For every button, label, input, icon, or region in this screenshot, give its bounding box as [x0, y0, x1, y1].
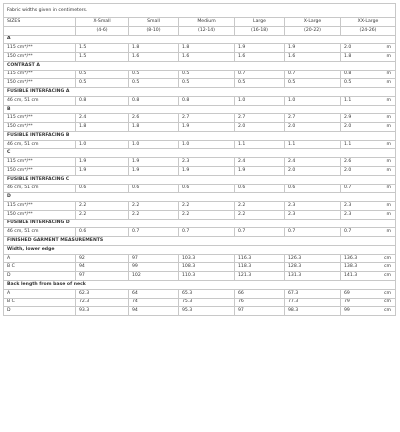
section-label: A [4, 35, 396, 44]
section-row [4, 61, 396, 70]
table-row [4, 123, 396, 132]
value-cell: 1.1 [285, 140, 341, 149]
yardage-table [3, 3, 396, 316]
value-cell: 0.7 [344, 185, 352, 191]
value-unit-cell [341, 167, 396, 176]
value-cell: 0.6 [76, 184, 129, 193]
value-cell: 74 [129, 298, 179, 307]
value-cell: 2.3 [179, 158, 235, 167]
section-label: FUSIBLE INTERFACING A [4, 88, 396, 97]
value-cell: 1.0 [76, 140, 129, 149]
section-row [4, 35, 396, 44]
value-cell: 1.9 [76, 158, 129, 167]
row-label: 150 cm*/** [4, 210, 76, 219]
value-cell: 99 [129, 263, 179, 272]
table-row [4, 96, 396, 105]
section-row [4, 149, 396, 158]
value-cell: 0.5 [285, 79, 341, 88]
size-xxlarge: XX-Large [341, 18, 396, 27]
value-cell: 2.4 [235, 158, 285, 167]
value-cell: 0.7 [129, 228, 179, 237]
value-cell: 76 [235, 298, 285, 307]
value-cell: 72.3 [76, 298, 129, 307]
row-label: 46 cm, 51 cm [4, 184, 76, 193]
range-small: (8-10) [129, 26, 179, 35]
value-cell: 2.7 [179, 114, 235, 123]
unit-label: cm [383, 264, 391, 270]
value-unit-cell [341, 272, 396, 281]
value-cell: 2.6 [129, 114, 179, 123]
row-label: 46 cm, 51 cm [4, 96, 76, 105]
unit-label: cm [383, 299, 391, 305]
value-cell: 62.3 [76, 289, 129, 298]
value-cell: 1.9 [129, 167, 179, 176]
value-cell: 67.3 [285, 289, 341, 298]
row-label: D [4, 272, 76, 281]
value-cell: 116.3 [235, 254, 285, 263]
section-label: Back length from base of neck [4, 280, 396, 289]
section-row [4, 245, 396, 254]
value-cell: 0.6 [76, 228, 129, 237]
value-unit-cell [341, 44, 396, 53]
size-chart [3, 3, 395, 316]
value-cell: 0.7 [235, 70, 285, 79]
value-cell: 0.5 [179, 70, 235, 79]
value-cell: 108.3 [179, 263, 235, 272]
value-cell: 2.0 [344, 45, 352, 51]
size-small: Small [129, 18, 179, 27]
unit-label: m [386, 202, 391, 208]
value-cell: 0.8 [129, 96, 179, 105]
value-cell: 2.0 [285, 123, 341, 132]
value-cell: 0.5 [129, 70, 179, 79]
table-row [4, 263, 396, 272]
value-cell: 118.3 [235, 263, 285, 272]
value-cell: 0.7 [285, 228, 341, 237]
table-row [4, 44, 396, 53]
value-cell: 94 [76, 263, 129, 272]
value-cell: 121.3 [235, 272, 285, 281]
unit-label: m [386, 159, 391, 165]
value-unit-cell [341, 123, 396, 132]
value-cell: 126.3 [285, 254, 341, 263]
value-cell: 97 [76, 272, 129, 281]
value-cell: 1.0 [235, 96, 285, 105]
row-label: A [4, 289, 76, 298]
section-row [4, 219, 396, 228]
value-cell: 0.7 [179, 228, 235, 237]
section-label: Width, lower edge [4, 245, 396, 254]
value-cell: 2.2 [129, 210, 179, 219]
caption-row [4, 4, 396, 18]
section-label: FINISHED GARMENT MEASUREMENTS [4, 237, 396, 246]
section-row [4, 237, 396, 246]
value-cell: 2.2 [235, 210, 285, 219]
value-cell: 1.0 [285, 96, 341, 105]
value-cell: 92 [76, 254, 129, 263]
value-cell: 1.8 [179, 44, 235, 53]
value-cell: 138.3 [344, 264, 358, 270]
row-label: A [4, 254, 76, 263]
section-row [4, 88, 396, 97]
value-cell: 0.6 [235, 184, 285, 193]
value-cell: 2.2 [179, 202, 235, 211]
value-unit-cell [341, 96, 396, 105]
section-label: C [4, 149, 396, 158]
value-cell: 1.0 [129, 140, 179, 149]
unit-label: m [386, 124, 391, 130]
header-row [4, 18, 396, 27]
unit-label: m [386, 229, 391, 235]
value-unit-cell [341, 307, 396, 316]
range-xlarge: (20-22) [285, 26, 341, 35]
table-row [4, 70, 396, 79]
value-cell: 98.3 [285, 307, 341, 316]
value-cell: 2.9 [344, 115, 352, 121]
range-xsmall: (4-6) [76, 26, 129, 35]
value-unit-cell [341, 202, 396, 211]
table-row [4, 79, 396, 88]
unit-label: m [386, 97, 391, 103]
value-cell: 1.5 [76, 53, 129, 62]
section-label: FUSIBLE INTERFACING C [4, 175, 396, 184]
value-cell: 1.1 [344, 97, 352, 103]
section-row [4, 280, 396, 289]
value-cell: 2.3 [344, 211, 352, 217]
section-row [4, 131, 396, 140]
value-cell: 2.4 [76, 114, 129, 123]
size-large: Large [235, 18, 285, 27]
value-cell: 141.3 [344, 273, 358, 279]
value-cell: 1.6 [235, 53, 285, 62]
value-unit-cell [341, 140, 396, 149]
value-cell: 2.7 [235, 114, 285, 123]
value-cell: 2.3 [285, 210, 341, 219]
value-cell: 97 [129, 254, 179, 263]
value-unit-cell [341, 114, 396, 123]
value-cell: 1.9 [235, 44, 285, 53]
value-cell: 110.3 [179, 272, 235, 281]
value-cell: 131.3 [285, 272, 341, 281]
value-cell: 1.8 [344, 53, 352, 59]
value-cell: 1.6 [179, 53, 235, 62]
table-row [4, 184, 396, 193]
unit-label: cm [383, 290, 391, 296]
row-label: 115 cm*/** [4, 114, 76, 123]
table-row [4, 53, 396, 62]
unit-label: m [386, 167, 391, 173]
value-cell: 2.0 [344, 124, 352, 130]
value-unit-cell [341, 289, 396, 298]
value-cell: 69 [344, 290, 350, 296]
table-row [4, 158, 396, 167]
table-row [4, 228, 396, 237]
value-unit-cell [341, 210, 396, 219]
section-label: FUSIBLE INTERFACING D [4, 219, 396, 228]
value-cell: 2.3 [344, 202, 352, 208]
value-cell: 0.7 [235, 228, 285, 237]
row-label: 150 cm*/** [4, 79, 76, 88]
value-cell: 2.3 [285, 202, 341, 211]
row-label: 150 cm*/** [4, 123, 76, 132]
value-cell: 0.8 [179, 96, 235, 105]
value-cell: 2.2 [179, 210, 235, 219]
range-large: (16-18) [235, 26, 285, 35]
unit-label: m [386, 211, 391, 217]
row-label: 115 cm*/** [4, 44, 76, 53]
size-range-blank [4, 26, 76, 35]
size-medium: Medium [179, 18, 235, 27]
value-unit-cell [341, 228, 396, 237]
unit-label: cm [383, 273, 391, 279]
unit-label: m [386, 71, 391, 77]
row-label: 46 cm, 51 cm [4, 228, 76, 237]
value-cell: 0.5 [129, 79, 179, 88]
row-label: B C [4, 263, 76, 272]
row-label: D [4, 307, 76, 316]
value-cell: 0.7 [285, 70, 341, 79]
value-cell: 103.3 [179, 254, 235, 263]
value-cell: 1.1 [344, 141, 352, 147]
value-unit-cell [341, 184, 396, 193]
value-cell: 2.2 [76, 202, 129, 211]
value-unit-cell [341, 298, 396, 307]
row-label: 150 cm*/** [4, 167, 76, 176]
unit-label: m [386, 53, 391, 59]
value-cell: 1.9 [129, 158, 179, 167]
value-cell: 2.4 [285, 158, 341, 167]
table-row [4, 114, 396, 123]
value-cell: 1.8 [129, 123, 179, 132]
value-cell: 0.5 [76, 79, 129, 88]
value-unit-cell [341, 254, 396, 263]
section-label: FUSIBLE INTERFACING B [4, 131, 396, 140]
section-row [4, 175, 396, 184]
value-cell: 0.6 [285, 184, 341, 193]
value-cell: 1.0 [179, 140, 235, 149]
value-cell: 77.3 [285, 298, 341, 307]
section-row [4, 105, 396, 114]
value-cell: 1.1 [235, 140, 285, 149]
value-cell: 0.6 [129, 184, 179, 193]
value-cell: 1.9 [179, 167, 235, 176]
sizes-label: SIZES [4, 18, 76, 27]
value-cell: 95.3 [179, 307, 235, 316]
table-row [4, 272, 396, 281]
value-cell: 0.7 [344, 229, 352, 235]
value-cell: 0.6 [179, 184, 235, 193]
value-cell: 102 [129, 272, 179, 281]
table-row [4, 298, 396, 307]
range-xxlarge: (24-26) [341, 26, 396, 35]
size-range-row [4, 26, 396, 35]
value-cell: 2.0 [235, 123, 285, 132]
value-cell: 0.5 [344, 80, 352, 86]
unit-label: m [386, 80, 391, 86]
value-cell: 64 [129, 289, 179, 298]
table-row [4, 254, 396, 263]
table-row [4, 289, 396, 298]
value-cell: 1.9 [179, 123, 235, 132]
unit-label: m [386, 141, 391, 147]
value-cell: 2.2 [76, 210, 129, 219]
unit-label: m [386, 185, 391, 191]
value-cell: 2.2 [235, 202, 285, 211]
value-cell: 1.9 [76, 167, 129, 176]
table-row [4, 167, 396, 176]
value-cell: 66 [235, 289, 285, 298]
size-xlarge: X-Large [285, 18, 341, 27]
table-row [4, 307, 396, 316]
value-cell: 1.9 [285, 44, 341, 53]
value-unit-cell [341, 263, 396, 272]
row-label: 115 cm*/** [4, 158, 76, 167]
value-cell: 75.3 [179, 298, 235, 307]
unit-label: cm [383, 255, 391, 261]
value-cell: 1.9 [235, 167, 285, 176]
value-cell: 0.8 [76, 96, 129, 105]
table-row [4, 210, 396, 219]
value-unit-cell [341, 70, 396, 79]
value-cell: 1.6 [129, 53, 179, 62]
section-label: D [4, 193, 396, 202]
value-cell: 79 [344, 299, 350, 305]
value-cell: 99 [344, 308, 350, 314]
value-unit-cell [341, 53, 396, 62]
row-label: 115 cm*/** [4, 70, 76, 79]
value-cell: 136.3 [344, 255, 358, 261]
value-cell: 97 [235, 307, 285, 316]
range-medium: (12-14) [179, 26, 235, 35]
value-cell: 0.5 [235, 79, 285, 88]
unit-label: cm [383, 308, 391, 314]
unit-label: m [386, 45, 391, 51]
value-cell: 2.7 [285, 114, 341, 123]
value-cell: 0.8 [344, 71, 352, 77]
value-cell: 0.5 [179, 79, 235, 88]
size-xsmall: X-Small [76, 18, 129, 27]
table-caption: Fabric widths given in centimeters. [4, 4, 396, 18]
value-cell: 1.5 [76, 44, 129, 53]
value-cell: 1.6 [285, 53, 341, 62]
table-row [4, 202, 396, 211]
row-label: 46 cm, 51 cm [4, 140, 76, 149]
row-label: 115 cm*/** [4, 202, 76, 211]
value-unit-cell [341, 79, 396, 88]
row-label: B C [4, 298, 76, 307]
value-cell: 2.2 [129, 202, 179, 211]
value-cell: 65.3 [179, 289, 235, 298]
table-row [4, 140, 396, 149]
value-cell: 94 [129, 307, 179, 316]
value-cell: 1.8 [76, 123, 129, 132]
value-unit-cell [341, 158, 396, 167]
row-label: 150 cm*/** [4, 53, 76, 62]
section-label: CONTRAST A [4, 61, 396, 70]
section-row [4, 193, 396, 202]
value-cell: 128.3 [285, 263, 341, 272]
value-cell: 2.0 [344, 167, 352, 173]
section-label: B [4, 105, 396, 114]
value-cell: 0.5 [76, 70, 129, 79]
unit-label: m [386, 115, 391, 121]
value-cell: 93.3 [76, 307, 129, 316]
value-cell: 2.6 [344, 159, 352, 165]
value-cell: 1.8 [129, 44, 179, 53]
value-cell: 2.0 [285, 167, 341, 176]
